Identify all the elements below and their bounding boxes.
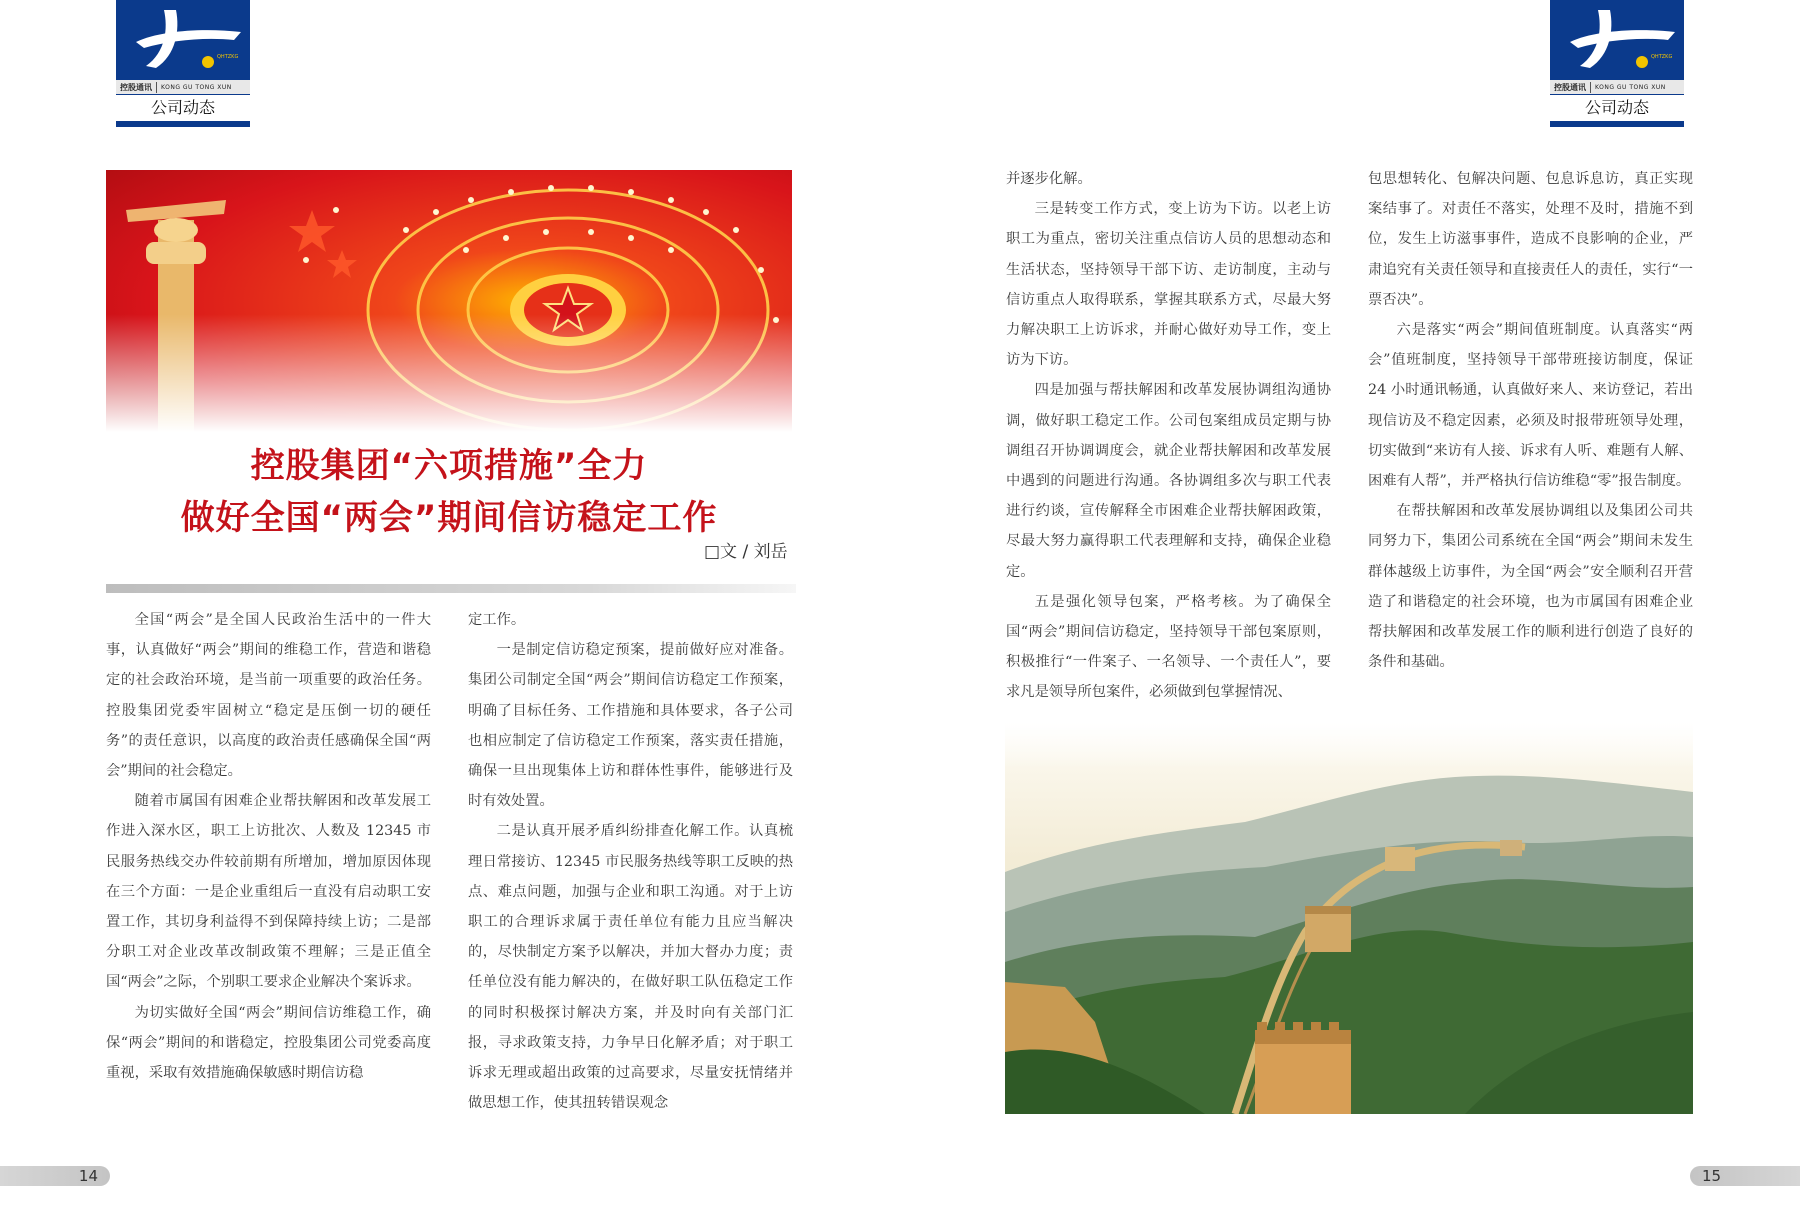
header-logo-right xyxy=(1550,0,1684,128)
paragraph: 六是落实“两会”期间值班制度。认真落实“两会”值班制度，坚持领导干部带班接访制度，保证 24 小时通讯畅通，认真做好来人、来访登记，若出现信访及不稳定因素，必须及时报带班领导处理，切实做到“来访有人接、诉求有人听、难题有人解、困难有人帮”，并严格执行信访维稳“零”报告制度。 xyxy=(1368,322,1693,490)
paragraph: 一是制定信访稳定预案，提前做好应对准备。集团公司制定全国“两会”期间信访稳定工作预案，明确了目标任务、工作措施和具体要求，各子公司也相应制定了信访稳定工作预案，落实责任措施，确保一旦出现集体上访和群体性事件，能够进行及时有效处置。 xyxy=(468,642,793,810)
paragraph-continued: 定工作。 xyxy=(468,612,526,628)
paragraph: 全国“两会”是全国人民政治生活中的一件大事，认真做好“两会”期间的维稳工作，营造和谐稳定的社会政治环境，是当前一项重要的政治任务。控股集团党委牢固树立“稳定是压倒一切的硬任务”的责任意识，以高度的政治责任感确保全国“两会”期间的社会稳定。 xyxy=(106,612,431,780)
logo-brand-text: QHTZKG xyxy=(1651,54,1673,60)
paragraph: 五是强化领导包案，严格考核。为了确保全国“两会”期间信访稳定，坚持领导干部包案原则，积极推行“一件案子、一名领导、一个责任人”，要求凡是领导所包案件，必须做到包掌握情况、 xyxy=(1006,593,1331,701)
header-logo-left xyxy=(116,0,250,128)
article-byline: □文 / 刘岳 xyxy=(704,542,788,562)
section-label: 公司动态 xyxy=(1584,98,1649,117)
paragraph-continued: 并逐步化解。 xyxy=(1006,171,1092,187)
paragraph: 为切实做好全国“两会”期间信访维稳工作，确保“两会”期间的和谐稳定，控股集团公司党委高度重视，采取有效措施确保敏感时期信访稳 xyxy=(106,1004,431,1082)
paragraph: 四是加强与帮扶解困和改革发展协调组沟通协调，做好职工稳定工作。公司包案组成员定期与协调组召开协调调度会，就企业帮扶解困和改革发展中遇到的问题进行沟通。各协调组多次与职工代表进行约谈，宣传解释全市困难企业帮扶解困政策，尽最大努力赢得职工代表理解和支持，确保企业稳定。 xyxy=(1006,382,1331,580)
section-label: 公司动态 xyxy=(150,98,215,117)
great-wall-photo xyxy=(1005,722,1693,1114)
paragraph-continued: 包思想转化、包解决问题、包息诉息访，真正实现案结事了。对责任不落实，处理不及时，措施不到位，发生上访滋事事件，造成不良影响的企业，严肃追究有关责任领导和直接责任人的责任，实行“一票否决”。 xyxy=(1368,171,1693,308)
hero-image xyxy=(106,170,792,432)
article-column-1 xyxy=(106,605,431,1088)
title-divider xyxy=(106,584,796,593)
logo-text-pinyin: KONG GU TONG XUN xyxy=(161,83,232,91)
logo-text-pinyin: KONG GU TONG XUN xyxy=(1595,83,1666,91)
logo-strip xyxy=(116,80,250,94)
logo-text-cn: 控股通讯 xyxy=(116,82,157,93)
logo-brand-text: QHTZKG xyxy=(217,54,239,60)
logo-underline xyxy=(1550,121,1684,127)
paragraph: 随着市属国有困难企业帮扶解困和改革发展工作进入深水区，职工上访批次、人数及 12345 市民服务热线交办件较前期有所增加，增加原因体现在三个方面：一是企业重组后一直没有启动职工安置工作，其切身利益得不到保障持续上访；二是部分职工对企业改革改制政策不理解；三是正值全国“两会”之际，个别职工要求企业解决个案诉求。 xyxy=(106,793,431,991)
article-title-line1: 控股集团“六项措施”全力 xyxy=(250,446,648,486)
article-column-3 xyxy=(1006,164,1331,708)
logo-text-cn: 控股通讯 xyxy=(1550,82,1591,93)
paragraph: 在帮扶解困和改革发展协调组以及集团公司共同努力下，集团公司系统在全国“两会”期间未发生群体越级上访事件，为全国“两会”安全顺利召开营造了和谐稳定的社会环境，也为市属国有困难企业帮扶解困和改革发展工作的顺利进行创造了良好的条件和基础。 xyxy=(1368,503,1693,671)
page-number-right: 15 xyxy=(1690,1166,1800,1186)
logo-strip xyxy=(1550,80,1684,94)
article-title-line2: 做好全国“两会”期间信访稳定工作 xyxy=(180,498,718,538)
paragraph: 二是认真开展矛盾纠纷排查化解工作。认真梳理日常接访、12345 市民服务热线等职工反映的热点、难点问题，加强与企业和职工沟通。对于上访职工的合理诉求属于责任单位有能力且应当解决的，尽快制定方案予以解决，并加大督办力度；责任单位没有能力解决的，在做好职工队伍稳定工作的同时积极探讨解决方案，并及时向有关部门汇报，寻求政策支持，力争早日化解矛盾；对于职工诉求无理或超出政策的过高要求，尽量安抚情绪并做思想工作，使其扭转错误观念 xyxy=(468,823,793,1112)
article-column-2 xyxy=(468,605,793,1118)
page-number-left: 14 xyxy=(0,1166,110,1186)
article-column-4 xyxy=(1368,164,1693,677)
paragraph: 三是转变工作方式，变上访为下访。以老上访职工为重点，密切关注重点信访人员的思想动态和生活状态，坚持领导干部下访、走访制度，主动与信访重点人取得联系，掌握其联系方式，尽最大努力解决职工上访诉求，并耐心做好劝导工作，变上访为下访。 xyxy=(1006,201,1331,369)
logo-underline xyxy=(116,121,250,127)
